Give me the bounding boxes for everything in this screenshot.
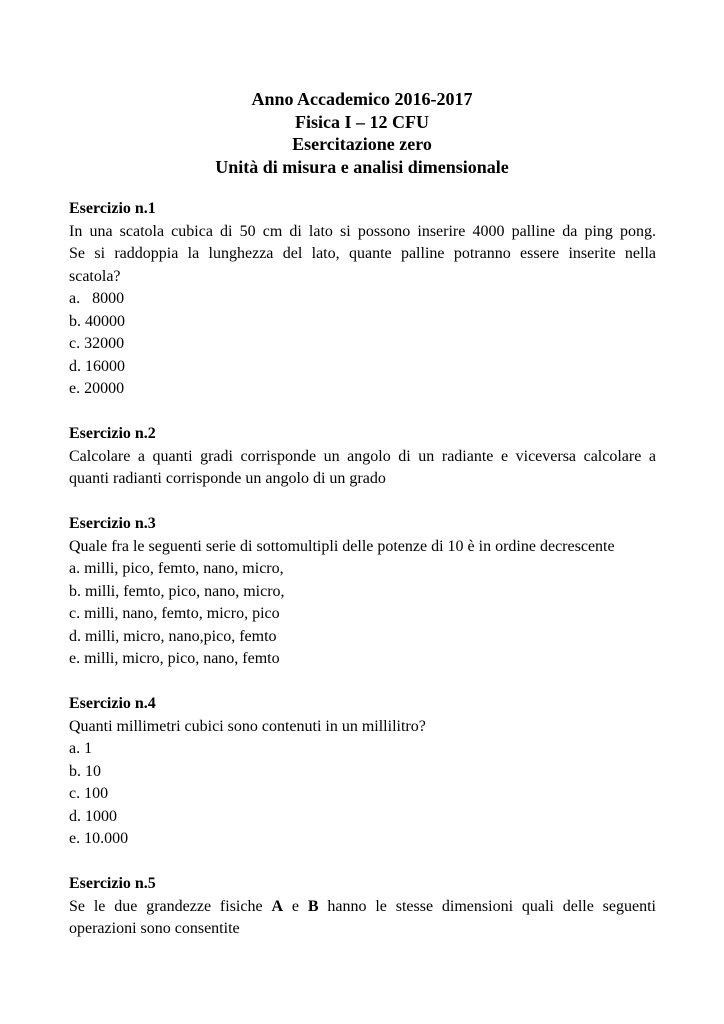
answer-option: a. milli, pico, femto, nano, micro,	[69, 560, 284, 577]
exercise-text-line: scatola?	[69, 267, 121, 285]
answer-option: e. 20000	[69, 380, 125, 397]
exercise-title: Esercizio n.1	[69, 200, 156, 217]
answer-option: a. 1	[69, 740, 93, 757]
text-span: Se le due grandezze fisiche	[69, 897, 272, 915]
answer-option: e. milli, micro, pico, nano, femto	[69, 650, 280, 667]
topic-title: Unità di misura e analisi dimensionale	[215, 156, 509, 177]
answer-option: c. 32000	[69, 335, 125, 352]
exercise-text-line: operazioni sono consentite	[69, 920, 240, 937]
exercise-text-line: Se si raddoppia la lunghezza del lato, quante palline potranno essere inserite nella	[69, 245, 656, 262]
exercise-title: Esercizio n.5	[69, 875, 156, 892]
exercise-title: Esercizio n.3	[69, 515, 156, 532]
exercise-text-line: Quanti millimetri cubici sono contenuti in un millilitro?	[69, 717, 426, 735]
answer-option: d. milli, micro, nano,pico, femto	[69, 627, 277, 645]
exercise-set-title: Esercitazione zero	[292, 134, 432, 154]
exercise-5	[69, 873, 656, 941]
answer-option: a. 8000	[69, 290, 125, 307]
course-title: Fisica I – 12 CFU	[295, 111, 429, 132]
exercise-text-line	[69, 896, 656, 919]
document-body	[69, 198, 656, 963]
quantity-b: B	[307, 897, 319, 915]
exercise-text-line: Calcolare a quanti gradi corrisponde un angolo di un radiante e viceversa calcolare a	[69, 447, 656, 465]
exercise-text-line: quanti radianti corrisponde un angolo di un grado	[69, 470, 386, 487]
exercise-text-line: Quale fra le seguenti serie di sottomultipli delle potenze di 10 è in ordine decrescente	[69, 537, 615, 555]
answer-option: d. 1000	[69, 807, 117, 825]
text-span: hanno le stesse dimensioni quali delle seguenti	[318, 897, 657, 915]
exercise-3	[69, 513, 656, 671]
answer-option: c. 100	[69, 785, 109, 802]
exercise-text-line: In una scatola cubica di 50 cm di lato si possono inserire 4000 palline da ping pong.	[69, 222, 656, 240]
academic-year: Anno Accademico 2016-2017	[251, 89, 473, 109]
answer-option: e. 10.000	[69, 830, 129, 847]
text-span: e	[283, 897, 308, 915]
answer-option: b. 40000	[69, 312, 125, 330]
answer-option: b. 10	[69, 762, 101, 780]
exercise-1	[69, 198, 656, 401]
exercise-title: Esercizio n.2	[69, 425, 156, 442]
exercise-4	[69, 693, 656, 851]
document-header	[0, 88, 724, 178]
quantity-a: A	[271, 897, 283, 915]
exercise-2	[69, 423, 656, 491]
answer-option: d. 16000	[69, 357, 125, 375]
answer-option: c. milli, nano, femto, micro, pico	[69, 605, 280, 622]
answer-option: b. milli, femto, pico, nano, micro,	[69, 582, 285, 600]
exercise-title: Esercizio n.4	[69, 695, 156, 712]
